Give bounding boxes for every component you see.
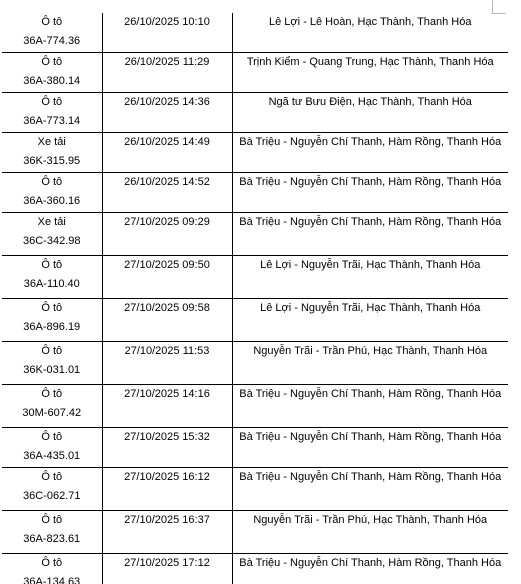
license-plate: 36A-360.16 <box>23 195 81 207</box>
vehicle-cell <box>2 256 102 299</box>
time-cell <box>102 385 232 428</box>
vehicle-cell <box>2 173 102 213</box>
location-cell <box>232 385 508 428</box>
vehicle-cell <box>2 468 102 511</box>
violation-location: Ngã tư Bưu Điện, Hạc Thành, Thanh Hóa <box>268 96 472 108</box>
page-corner-mark-vertical <box>492 0 493 14</box>
table-row <box>2 299 508 342</box>
time-cell <box>102 299 232 342</box>
vehicle-cell <box>2 511 102 554</box>
violation-location: Bà Triệu - Nguyễn Chí Thanh, Hàm Rồng, Thanh Hóa <box>239 431 502 443</box>
license-plate: 36A-896.19 <box>23 321 81 333</box>
license-plate: 36A-380.14 <box>23 75 81 87</box>
violation-time: 27/10/2025 17:12 <box>124 557 210 569</box>
license-plate: 36K-031.01 <box>23 364 81 376</box>
vehicle-cell <box>2 93 102 133</box>
table-row <box>2 93 508 133</box>
time-cell <box>102 468 232 511</box>
violation-location: Lê Lợi - Lê Hoàn, Hạc Thành, Thanh Hóa <box>269 16 472 28</box>
violation-time: 26/10/2025 11:29 <box>124 56 210 68</box>
violation-time: 27/10/2025 09:50 <box>124 259 210 271</box>
table-row <box>2 13 508 53</box>
vehicle-type: Ô tô <box>41 56 63 68</box>
location-cell <box>232 13 508 53</box>
violation-time: 26/10/2025 14:36 <box>124 96 210 108</box>
table-row <box>2 213 508 256</box>
table-row <box>2 468 508 511</box>
vehicle-type: Ô tô <box>41 557 63 569</box>
violation-location: Bà Triệu - Nguyễn Chí Thanh, Hàm Rồng, Thanh Hóa <box>239 471 502 483</box>
license-plate: 36A-773.14 <box>23 115 81 127</box>
time-cell <box>102 213 232 256</box>
vehicle-type: Ô tô <box>41 514 63 526</box>
vehicle-cell <box>2 299 102 342</box>
time-cell <box>102 554 232 584</box>
location-cell <box>232 256 508 299</box>
violation-time: 27/10/2025 14:16 <box>124 388 210 400</box>
vehicle-type: Ô tô <box>41 96 63 108</box>
vehicle-cell <box>2 133 102 173</box>
table-row <box>2 511 508 554</box>
license-plate: 36K-315.95 <box>23 155 81 167</box>
violation-time: 26/10/2025 10:10 <box>124 16 210 28</box>
vehicle-cell <box>2 428 102 468</box>
table-row <box>2 428 508 468</box>
license-plate: 36A-134.63 <box>23 576 81 584</box>
table-row <box>2 256 508 299</box>
time-cell <box>102 342 232 385</box>
violation-time: 27/10/2025 16:12 <box>124 471 210 483</box>
violation-time: 27/10/2025 15:32 <box>124 431 210 443</box>
license-plate: 36C-062.71 <box>23 490 81 502</box>
time-cell <box>102 93 232 133</box>
location-cell <box>232 511 508 554</box>
table-row <box>2 385 508 428</box>
vehicle-cell <box>2 53 102 93</box>
vehicle-type: Ô tô <box>41 302 63 314</box>
table-row <box>2 133 508 173</box>
vehicle-cell <box>2 213 102 256</box>
table-row <box>2 53 508 93</box>
table-row <box>2 342 508 385</box>
time-cell <box>102 173 232 213</box>
location-cell <box>232 342 508 385</box>
location-cell <box>232 554 508 584</box>
vehicle-type: Ô tô <box>41 471 63 483</box>
time-cell <box>102 133 232 173</box>
violation-time: 27/10/2025 11:53 <box>124 345 210 357</box>
location-cell <box>232 133 508 173</box>
violation-time: 26/10/2025 14:49 <box>124 136 210 148</box>
vehicle-type: Ô tô <box>41 259 63 271</box>
violation-location: Trịnh Kiểm - Quang Trung, Hạc Thành, Thanh Hóa <box>246 56 494 68</box>
violation-location: Bà Triệu - Nguyễn Chí Thanh, Hàm Rồng, Thanh Hóa <box>239 176 502 188</box>
violation-location: Bà Triệu - Nguyễn Chí Thanh, Hàm Rồng, Thanh Hóa <box>239 388 502 400</box>
violation-location: Bà Triệu - Nguyễn Chí Thanh, Hàm Rồng, Thanh Hóa <box>239 557 502 569</box>
time-cell <box>102 53 232 93</box>
license-plate: 36A-774.36 <box>23 35 81 47</box>
violation-location: Bà Triệu - Nguyễn Chí Thanh, Hàm Rồng, Thanh Hóa <box>239 216 502 228</box>
table-row <box>2 554 508 584</box>
license-plate: 30M-607.42 <box>22 407 82 419</box>
violation-time: 26/10/2025 14:52 <box>124 176 210 188</box>
vehicle-type: Ô tô <box>41 431 63 443</box>
vehicle-type: Ô tô <box>41 176 63 188</box>
location-cell <box>232 93 508 133</box>
vehicle-type: Xe tải <box>37 216 66 228</box>
license-plate: 36A-435.01 <box>23 450 81 462</box>
violation-location: Lê Lợi - Nguyễn Trãi, Hạc Thành, Thanh Hóa <box>260 259 481 271</box>
location-cell <box>232 299 508 342</box>
violation-time: 27/10/2025 09:29 <box>124 216 210 228</box>
violation-location: Nguyễn Trãi - Trần Phú, Hạc Thành, Thanh Hóa <box>253 345 488 357</box>
vehicle-cell <box>2 13 102 53</box>
violations-table-body <box>2 13 508 584</box>
time-cell <box>102 256 232 299</box>
vehicle-type: Ô tô <box>41 345 63 357</box>
vehicle-cell <box>2 342 102 385</box>
vehicle-cell <box>2 554 102 584</box>
license-plate: 36A-110.40 <box>23 278 80 290</box>
vehicle-cell <box>2 385 102 428</box>
violation-time: 27/10/2025 09:58 <box>124 302 210 314</box>
location-cell <box>232 468 508 511</box>
table-row <box>2 173 508 213</box>
location-cell <box>232 173 508 213</box>
violations-table <box>2 13 508 584</box>
license-plate: 36A-823.61 <box>23 533 81 545</box>
violation-location: Lê Lợi - Nguyễn Trãi, Hạc Thành, Thanh Hóa <box>260 302 481 314</box>
violation-location: Nguyễn Trãi - Trần Phú, Hạc Thành, Thanh Hóa <box>253 514 488 526</box>
time-cell <box>102 13 232 53</box>
location-cell <box>232 428 508 468</box>
vehicle-type: Xe tải <box>37 136 66 148</box>
violation-location: Bà Triệu - Nguyễn Chí Thanh, Hàm Rồng, Thanh Hóa <box>239 136 502 148</box>
vehicle-type: Ô tô <box>41 388 63 400</box>
violation-time: 27/10/2025 16:37 <box>124 514 210 526</box>
time-cell <box>102 428 232 468</box>
vehicle-type: Ô tô <box>41 16 63 28</box>
location-cell <box>232 53 508 93</box>
location-cell <box>232 213 508 256</box>
license-plate: 36C-342.98 <box>23 235 81 247</box>
time-cell <box>102 511 232 554</box>
